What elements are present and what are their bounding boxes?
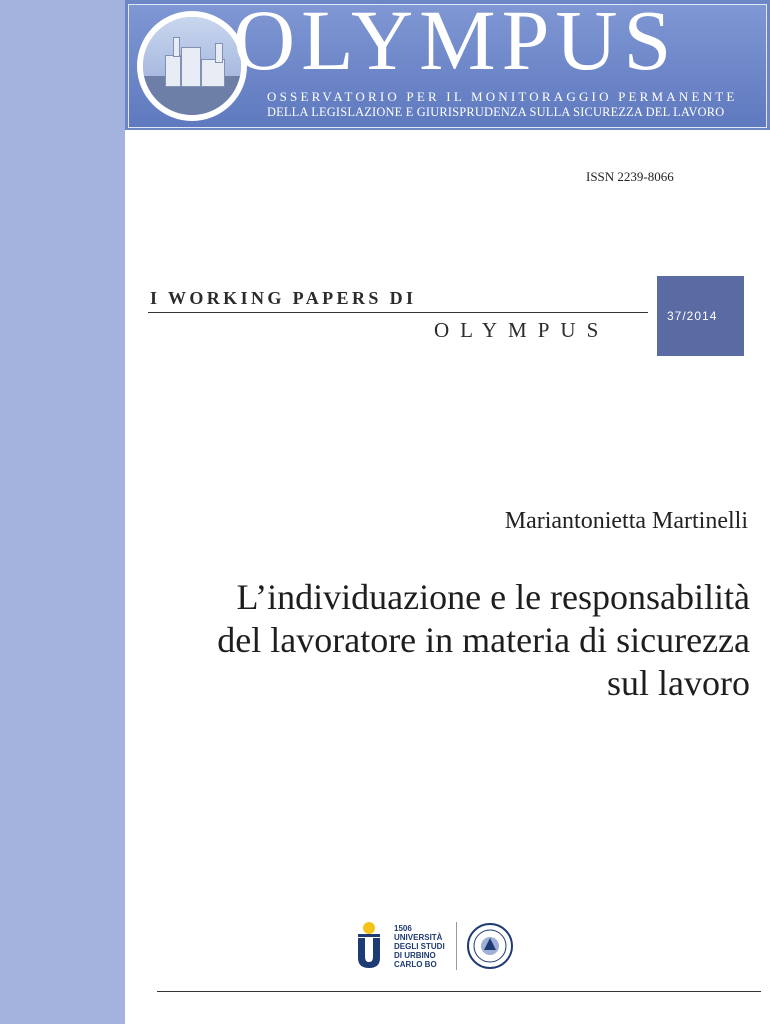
- university-name: 1506 UNIVERSITÀ DEGLI STUDI DI URBINO CARLO BO: [394, 924, 445, 969]
- banner-subtitle-2: DELLA LEGISLAZIONE E GIURISPRUDENZA SULLA SICUREZZA DEL LAVORO: [267, 105, 725, 119]
- series-title: I WORKING PAPERS DI: [150, 288, 417, 308]
- banner-subtitle-1: OSSERVATORIO PER IL MONITORAGGIO PERMANENTE: [267, 89, 738, 104]
- logo-separator: [456, 922, 457, 970]
- olympus-banner: [125, 0, 770, 130]
- university-logo: [352, 908, 522, 972]
- banner-logo-word: OLYMPUS: [233, 4, 678, 88]
- urbino-view-icon: [137, 11, 247, 121]
- left-color-band: [0, 0, 125, 1024]
- banner-frame: [128, 4, 767, 128]
- issue-number: 37/2014: [667, 309, 718, 323]
- author-name: Mariantonietta Martinelli: [504, 508, 748, 534]
- bottom-divider: [157, 991, 761, 992]
- series-name: OLYMPUS: [434, 318, 610, 342]
- university-emblem-icon: [352, 920, 386, 970]
- issn-label: ISSN 2239-8066: [586, 169, 674, 184]
- issue-number-box: [657, 276, 744, 356]
- university-seal-icon: [466, 922, 514, 970]
- series-divider: [148, 312, 648, 313]
- paper-title: L’individuazione e le responsabilità del lavoratore in materia di sicurezza sul lavoro: [217, 577, 750, 703]
